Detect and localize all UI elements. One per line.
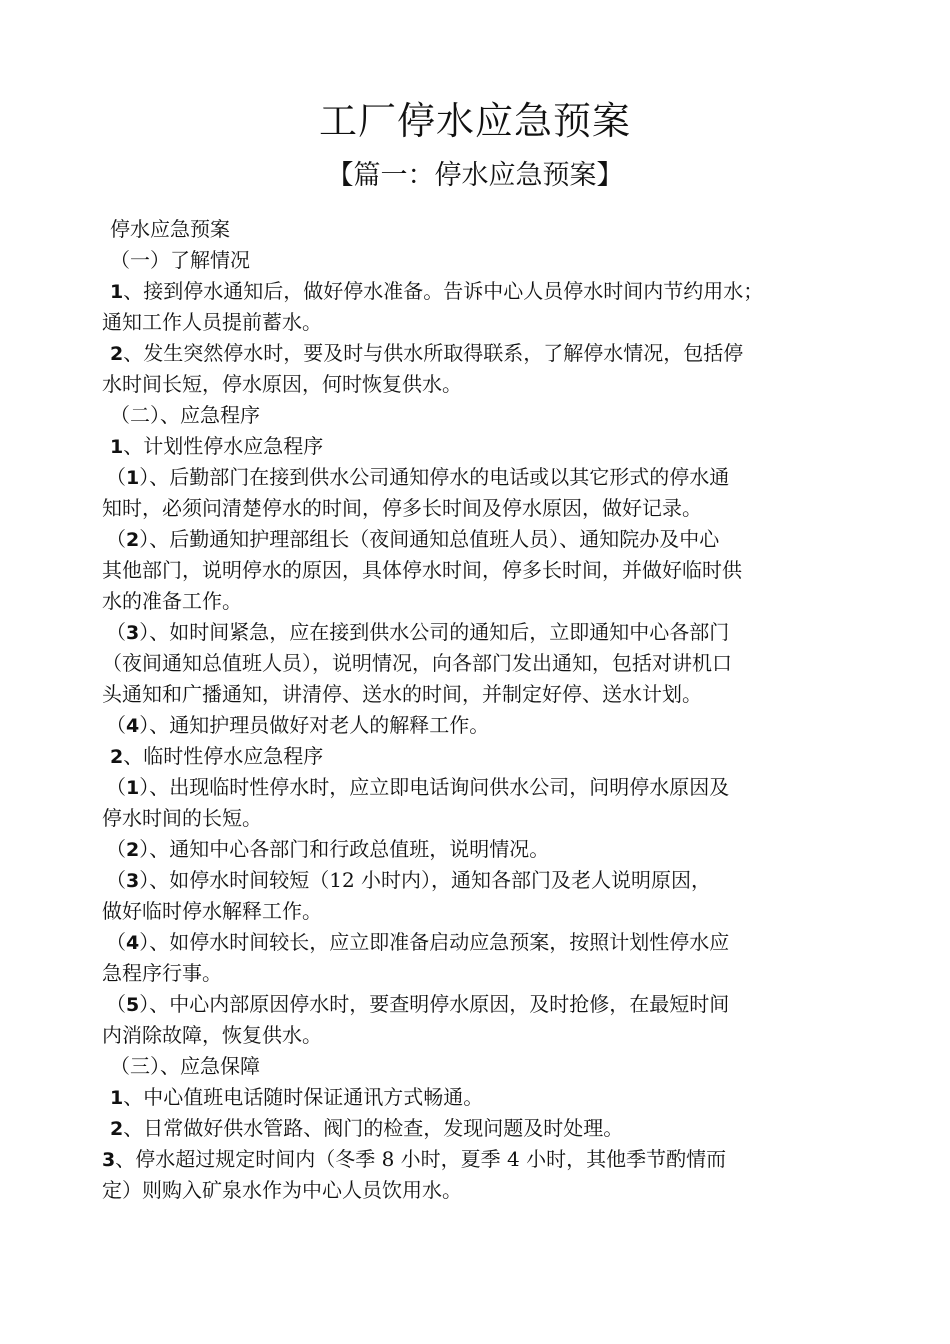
- line-number: 4: [126, 715, 140, 737]
- line-number: 1: [110, 436, 124, 458]
- paragraph-line: [102, 369, 854, 400]
- paragraph-line: [102, 493, 854, 524]
- line-text: （一）了解情况: [110, 248, 250, 272]
- line-text: 头通知和广播通知，讲清停、送水的时间，并制定好停、送水计划。: [102, 682, 702, 706]
- line-number: 1: [126, 777, 140, 799]
- line-text: 其他部门，说明停水的原因，具体停水时间，停多长时间，并做好临时供: [102, 558, 742, 582]
- line-text: ）、后勤通知护理部组长（夜间通知总值班人员）、通知院办及中心: [139, 527, 720, 551]
- line-number: 2: [110, 343, 124, 365]
- paragraph-line: [102, 803, 854, 834]
- line-text: ）、中心内部原因停水时，要查明停水原因，及时抢修，在最短时间: [139, 992, 730, 1016]
- line-text: ）、出现临时性停水时，应立即电话询问供水公司，问明停水原因及: [139, 775, 730, 799]
- paragraph-line: [102, 679, 854, 710]
- line-text: ）、通知护理员做好对老人的解释工作。: [139, 713, 490, 737]
- line-prefix: （: [106, 868, 126, 892]
- paragraph-line: [102, 462, 854, 493]
- paragraph-line: [102, 1113, 854, 1144]
- line-number: 4: [126, 932, 140, 954]
- paragraph-line: [102, 214, 854, 245]
- line-number: 2: [126, 839, 140, 861]
- line-text: 、接到停水通知后，做好停水准备。告诉中心人员停水时间内节约用水；: [123, 279, 764, 303]
- line-text: 内消除故障，恢复供水。: [102, 1023, 322, 1047]
- line-text: ）、后勤部门在接到供水公司通知停水的电话或以其它形式的停水通: [139, 465, 730, 489]
- paragraph-line: [102, 896, 854, 927]
- paragraph-line: [102, 276, 854, 307]
- paragraph-line: [102, 1082, 854, 1113]
- line-text: ）、如时间紧急，应在接到供水公司的通知后，立即通知中心各部门: [139, 620, 730, 644]
- document-body: [102, 214, 854, 1206]
- line-text: （二）、应急程序: [110, 403, 260, 427]
- paragraph-line: [102, 245, 854, 276]
- line-text: 水的准备工作。: [102, 589, 242, 613]
- line-text: ）、如停水时间较长，应立即准备启动应急预案，按照计划性停水应: [139, 930, 730, 954]
- line-prefix: （: [106, 930, 126, 954]
- line-number: 2: [126, 529, 140, 551]
- paragraph-line: [102, 338, 854, 369]
- paragraph-line: [102, 617, 854, 648]
- line-text: 、计划性停水应急程序: [123, 434, 324, 458]
- paragraph-line: [102, 648, 854, 679]
- line-text: 急程序行事。: [102, 961, 222, 985]
- line-text: ）、通知中心各部门和行政总值班，说明情况。: [139, 837, 550, 861]
- line-text: 、临时性停水应急程序: [123, 744, 324, 768]
- paragraph-line: [102, 307, 854, 338]
- paragraph-line: [102, 586, 854, 617]
- line-number: 2: [110, 1118, 124, 1140]
- paragraph-line: [102, 1020, 854, 1051]
- paragraph-line: [102, 865, 854, 896]
- line-prefix: （: [106, 620, 126, 644]
- line-prefix: （: [106, 775, 126, 799]
- line-text: 水时间长短，停水原因，何时恢复供水。: [102, 372, 462, 396]
- paragraph-line: [102, 989, 854, 1020]
- line-number: 1: [110, 1087, 124, 1109]
- line-text: 、日常做好供水管路、阀门的检查，发现问题及时处理。: [123, 1116, 624, 1140]
- line-text: 、停水超过规定时间内（冬季 8 小时，夏季 4 小时，其他季节酌情而: [115, 1147, 727, 1171]
- document-title: 工厂停水应急预案: [318, 99, 631, 143]
- line-number: 3: [102, 1149, 116, 1171]
- line-text: （夜间通知总值班人员），说明情况，向各部门发出通知，包括对讲机口: [102, 651, 732, 675]
- paragraph-line: [102, 431, 854, 462]
- paragraph-line: [102, 400, 854, 431]
- paragraph-line: [102, 1051, 854, 1082]
- line-prefix: （: [106, 837, 126, 861]
- line-prefix: （: [106, 713, 126, 737]
- line-text: 、发生突然停水时，要及时与供水所取得联系，了解停水情况，包括停: [123, 341, 744, 365]
- line-prefix: （: [106, 527, 126, 551]
- paragraph-line: [102, 834, 854, 865]
- line-text: 通知工作人员提前蓄水。: [102, 310, 322, 334]
- line-prefix: （: [106, 992, 126, 1016]
- line-prefix: （: [106, 465, 126, 489]
- line-number: 1: [126, 467, 140, 489]
- line-number: 2: [110, 746, 124, 768]
- paragraph-line: [102, 524, 854, 555]
- line-text: 做好临时停水解释工作。: [102, 899, 322, 923]
- paragraph-line: [102, 710, 854, 741]
- paragraph-line: [102, 1175, 854, 1206]
- line-number: 3: [126, 622, 140, 644]
- paragraph-line: [102, 958, 854, 989]
- section-heading: 【篇一：停水应急预案】: [326, 160, 624, 191]
- line-text: 停水应急预案: [110, 217, 230, 241]
- line-text: 定）则购入矿泉水作为中心人员饮用水。: [102, 1178, 462, 1202]
- line-text: （三）、应急保障: [110, 1054, 260, 1078]
- line-text: 知时，必须问清楚停水的时间，停多长时间及停水原因，做好记录。: [102, 496, 702, 520]
- line-text: 、中心值班电话随时保证通讯方式畅通。: [123, 1085, 484, 1109]
- line-number: 1: [110, 281, 124, 303]
- paragraph-line: [102, 1144, 854, 1175]
- line-number: 3: [126, 870, 140, 892]
- paragraph-line: [102, 772, 854, 803]
- line-number: 5: [126, 994, 140, 1016]
- paragraph-line: [102, 555, 854, 586]
- paragraph-line: [102, 927, 854, 958]
- paragraph-line: [102, 741, 854, 772]
- line-text: ）、如停水时间较短（12 小时内），通知各部门及老人说明原因，: [139, 868, 712, 892]
- line-text: 停水时间的长短。: [102, 806, 262, 830]
